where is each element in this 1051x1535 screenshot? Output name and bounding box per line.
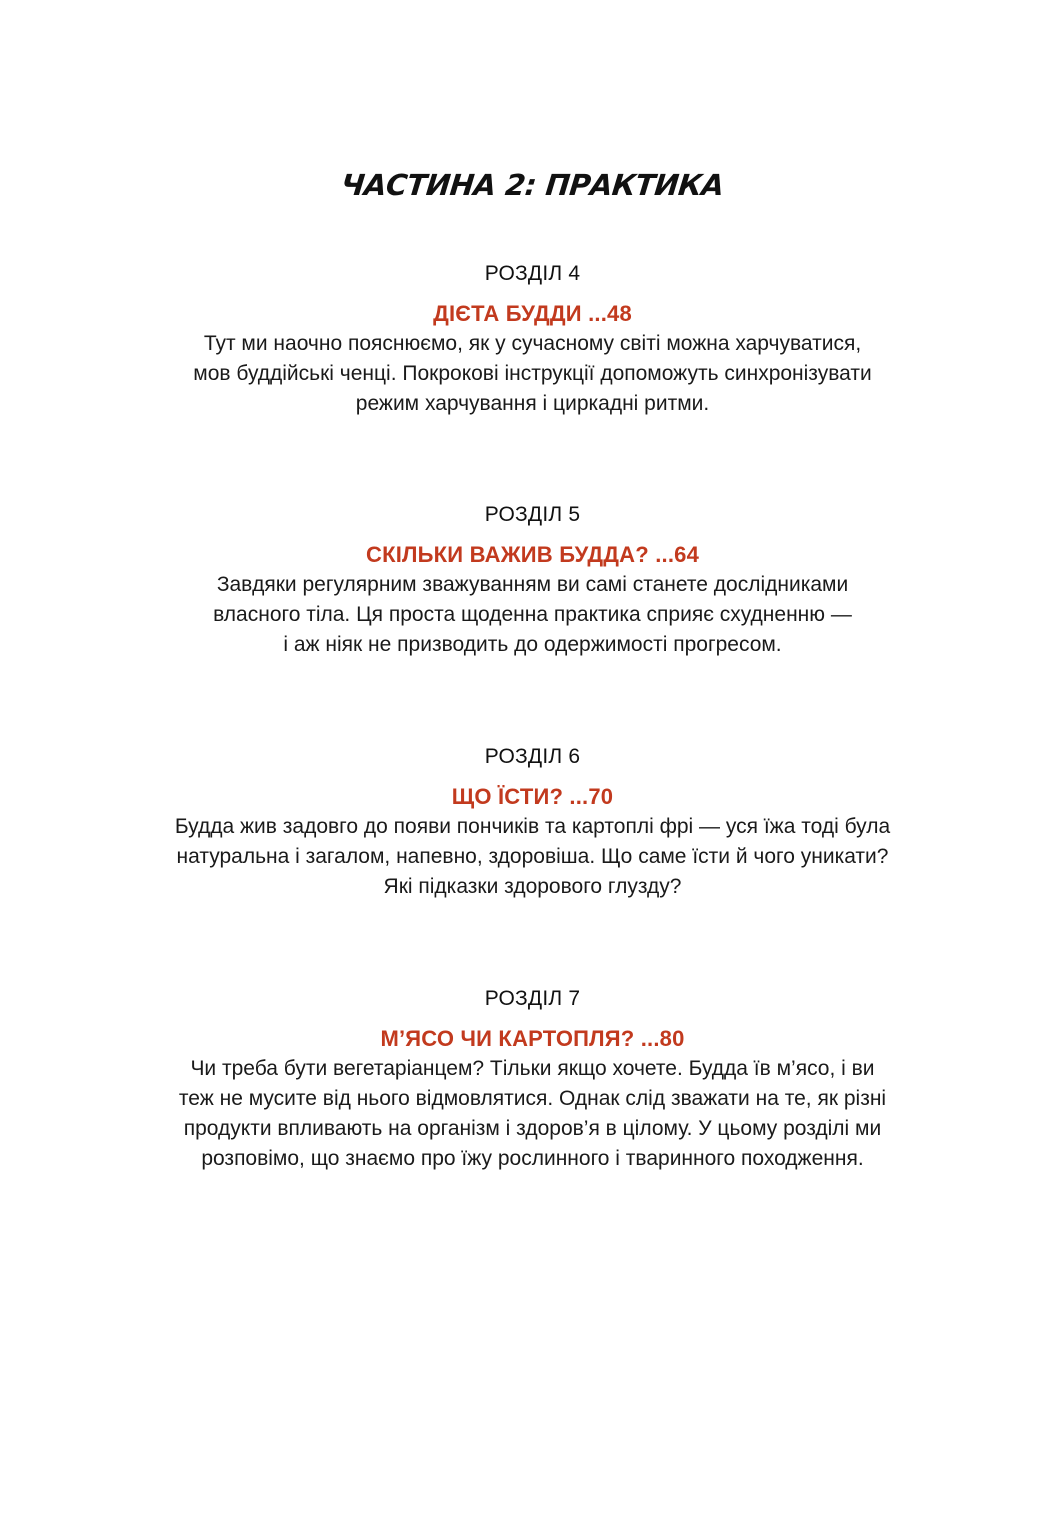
chapter-4 <box>0 262 1051 419</box>
chapter-title[interactable]: ЩО ЇСТИ? ...70 <box>451 784 614 809</box>
description-line: Будда жив задовго до появи пончиків та картоплі фрі — уся їжа тоді була <box>174 815 891 838</box>
chapter-6 <box>0 745 1051 902</box>
chapter-title[interactable]: М’ЯСО ЧИ КАРТОПЛЯ? ...80 <box>380 1026 685 1051</box>
chapter-description <box>0 329 1051 419</box>
chapter-label: РОЗДІЛ 4 <box>484 262 581 285</box>
description-line: Які підказки здорового глузду? <box>383 875 682 898</box>
chapter-label: РОЗДІЛ 5 <box>484 503 581 526</box>
chapter-title[interactable]: СКІЛЬКИ ВАЖИВ БУДДА? ...64 <box>365 542 700 567</box>
description-line: Тут ми наочно пояснюємо, як у сучасному світі можна харчуватися, <box>203 332 862 355</box>
description-line: теж не мусите від нього відмовлятися. Однак слід зважати на те, як різні <box>178 1087 887 1110</box>
description-line: продукти впливають на організм і здоров’я в цілому. У цьому розділі ми <box>183 1117 882 1140</box>
part-title: ЧАСТИНА 2: ПРАКТИКА <box>339 168 726 202</box>
chapter-5 <box>0 503 1051 660</box>
description-line: розповімо, що знаємо про їжу рослинного і тваринного походження. <box>201 1147 864 1170</box>
chapter-label: РОЗДІЛ 6 <box>484 745 581 768</box>
description-line: і аж ніяк не призводить до одержимості прогресом. <box>283 633 782 656</box>
description-line: натуральна і загалом, напевно, здоровіша. Що саме їсти й чого уникати? <box>176 845 889 868</box>
description-line: режим харчування і циркадні ритми. <box>355 392 710 415</box>
description-line: мов буддійські ченці. Покрокові інструкції допоможуть синхронізувати <box>193 362 872 385</box>
chapter-title[interactable]: ДІЄТА БУДДИ ...48 <box>433 301 632 326</box>
chapter-label: РОЗДІЛ 7 <box>484 987 581 1010</box>
chapter-description <box>0 570 1051 660</box>
chapter-description <box>0 1054 1051 1174</box>
description-line: Завдяки регулярним зважуванням ви самі станете дослідниками <box>216 573 849 596</box>
chapter-7 <box>0 987 1051 1174</box>
description-line: власного тіла. Ця проста щоденна практика сприяє схудненню — <box>213 603 852 626</box>
description-line: Чи треба бути вегетаріанцем? Тільки якщо хочете. Будда їв м’ясо, і ви <box>190 1057 875 1080</box>
chapter-description <box>0 812 1051 902</box>
